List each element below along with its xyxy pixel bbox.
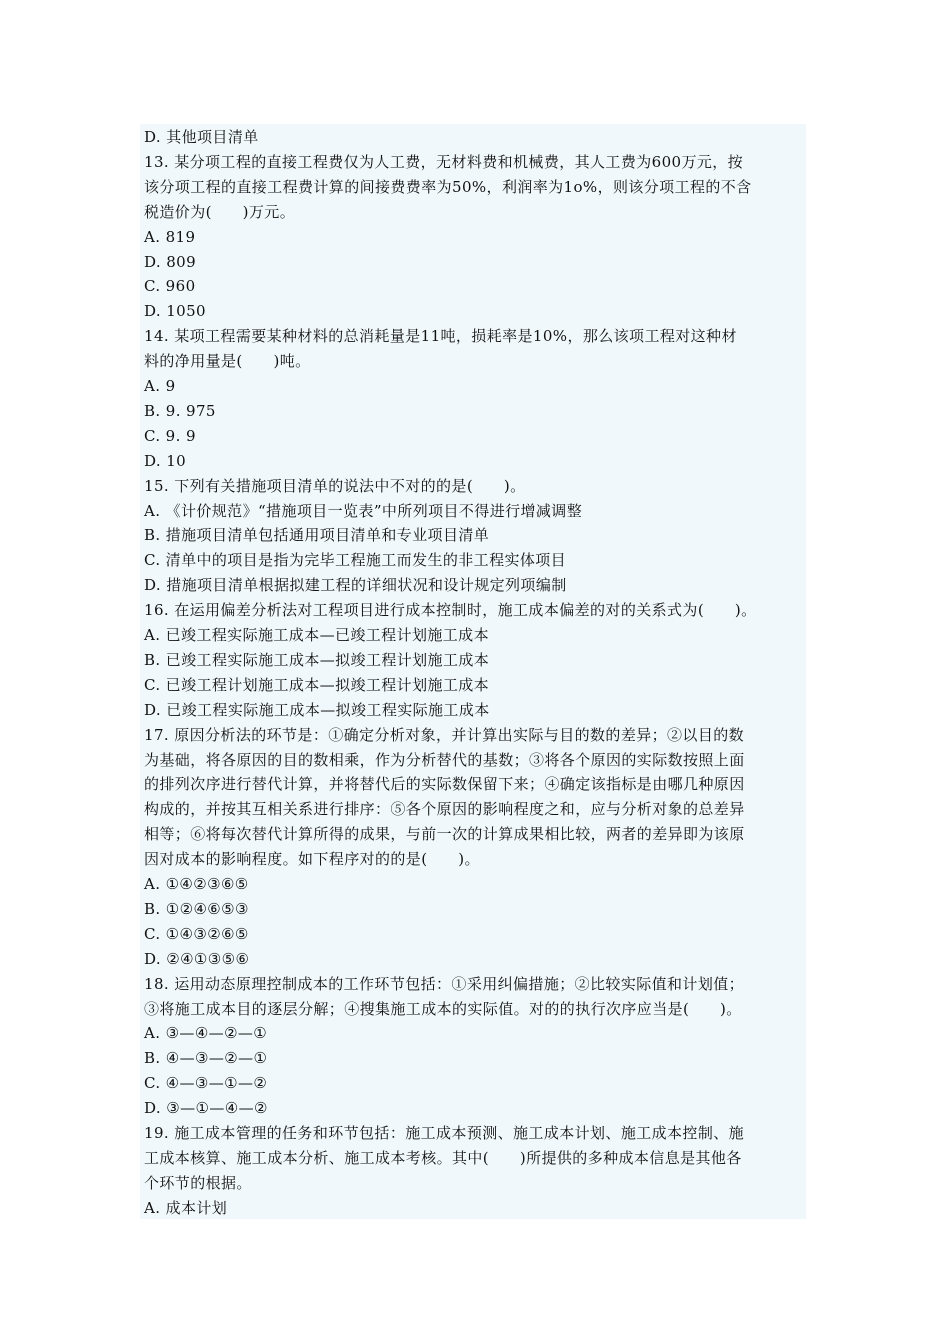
text-line: D. 措施项目清单根据拟建工程的详细状况和设计规定列项编制 xyxy=(144,576,567,595)
text-line: D. ②④①③⑤⑥ xyxy=(144,949,250,968)
text-line: 个环节的根据。 xyxy=(144,1173,252,1192)
text-line: A. 成本计划 xyxy=(144,1198,228,1217)
text-line: A. 已竣工程实际施工成本—已竣工程计划施工成本 xyxy=(144,626,489,644)
text-line: D. ③—①—④—② xyxy=(144,1099,268,1118)
text-line: C. 9. 9 xyxy=(144,426,196,445)
text-line: 16. 在运用偏差分析法对工程项目进行成本控制时，施工成本偏差的对的关系式为( )。 xyxy=(144,601,757,620)
text-line: 构成的，并按其互相关系进行排序：⑤各个原因的影响程度之和，应与分析对象的总差异 xyxy=(144,800,745,819)
text-line: 19. 施工成本管理的任务和环节包括：施工成本预测、施工成本计划、施工成本控制、施 xyxy=(144,1124,745,1142)
text-line: B. 措施项目清单包括通用项目清单和专业项目清单 xyxy=(144,526,490,545)
text-line: 17. 原因分析法的环节是：①确定分析对象，并计算出实际与目的数的差异；②以目的数 xyxy=(144,725,745,744)
text-line: 因对成本的影响程度。如下程序对的的是( )。 xyxy=(144,850,480,869)
text-line: A. ①④②③⑥⑤ xyxy=(144,875,249,893)
text-line: C. ④—③—①—② xyxy=(144,1074,268,1093)
text-line: 13. 某分项工程的直接工程费仅为人工费，无材料费和机械费，其人工费为600万元，按 xyxy=(144,152,744,171)
text-line: 18. 运用动态原理控制成本的工作环节包括：①采用纠偏措施；②比较实际值和计划值； xyxy=(144,974,745,993)
text-line: D. 809 xyxy=(144,252,197,271)
text-line: ③将施工成本目的逐层分解；④搜集施工成本的实际值。对的的执行次序应当是( )。 xyxy=(144,999,742,1018)
text-line: B. 已竣工程实际施工成本—拟竣工程计划施工成本 xyxy=(144,650,490,669)
text-line: D. 已竣工程实际施工成本—拟竣工程实际施工成本 xyxy=(144,700,490,719)
text-line: 相等；⑥将每次替代计算所得的成果，与前一次的计算成果相比较，两者的差异即为该原 xyxy=(144,825,745,844)
text-line: C. ①④③②⑥⑤ xyxy=(144,924,249,943)
text-line: A. ③—④—②—① xyxy=(144,1024,268,1043)
text-line: 工成本核算、施工成本分析、施工成本考核。其中( )所提供的多种成本信息是其他各 xyxy=(144,1148,742,1167)
text-line: 14. 某项工程需要某种材料的总消耗量是11吨，损耗率是10%，那么该项工程对这种材 xyxy=(144,327,737,346)
text-line: 的排列次序进行替代计算，并将替代后的实际数保留下来；④确定该指标是由哪几种原因 xyxy=(144,775,745,794)
text-line: 该分项工程的直接工程费计算的间接费费率为50%，利润率为1o%，则该分项工程的不含 xyxy=(144,177,752,196)
text-line: 料的净用量是( )吨。 xyxy=(144,352,311,371)
text-line: B. 9. 975 xyxy=(144,401,216,420)
text-line: A. 819 xyxy=(144,227,196,246)
text-line: B. ①②④⑥⑤③ xyxy=(144,899,249,918)
text-line: B. ④—③—②—① xyxy=(144,1049,268,1068)
text-line: A. 《计价规范》“措施项目一览表”中所列项目不得进行增减调整 xyxy=(144,501,583,520)
text-line: C. 清单中的项目是指为完毕工程施工而发生的非工程实体项目 xyxy=(144,551,567,570)
text-line: D. 1050 xyxy=(144,302,207,321)
text-line: D. 其他项目清单 xyxy=(144,128,259,146)
text-line: 15. 下列有关措施项目清单的说法中不对的的是( )。 xyxy=(144,476,526,495)
text-line: A. 9 xyxy=(144,377,176,395)
text-line: 为基础，将各原因的目的数相乘，作为分析替代的基数；③将各个原因的实际数按照上面 xyxy=(144,750,745,769)
text-line: 税造价为( )万元。 xyxy=(144,202,296,221)
text-line: C. 已竣工程计划施工成本—拟竣工程计划施工成本 xyxy=(144,675,490,694)
text-line: C. 960 xyxy=(144,277,196,296)
text-line: D. 10 xyxy=(144,451,187,470)
